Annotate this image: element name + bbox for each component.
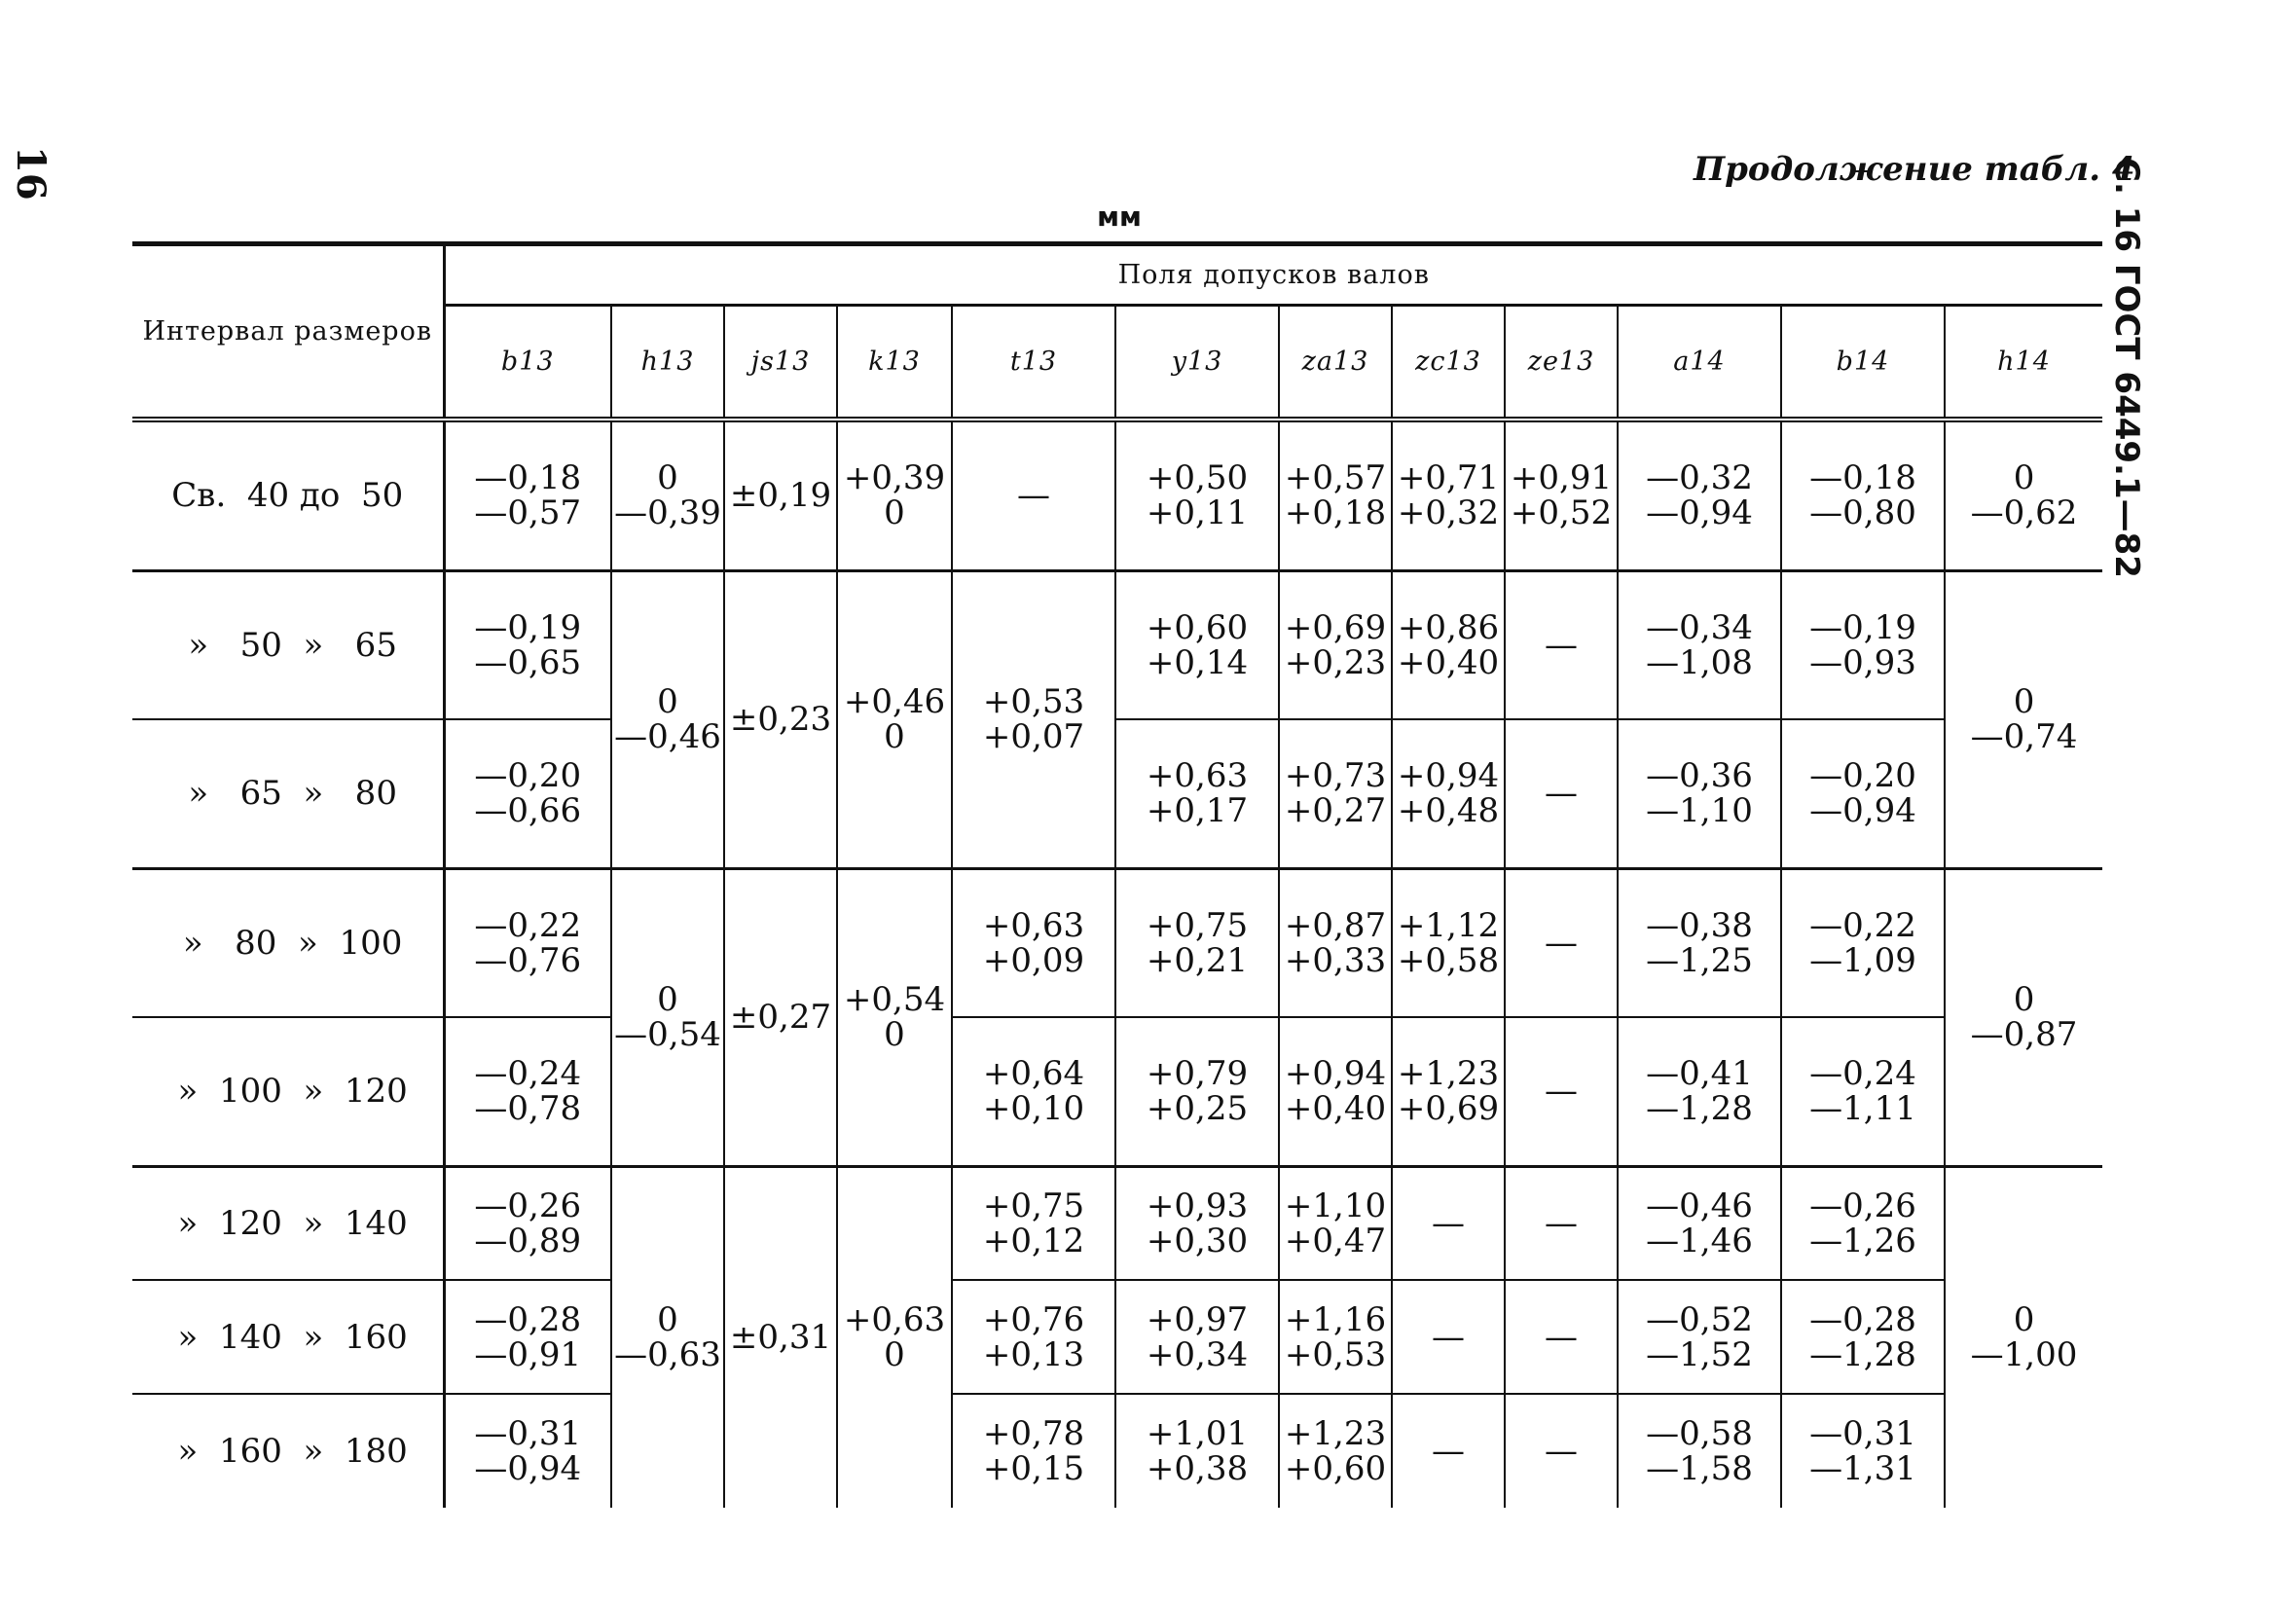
value-cell-zc13: +1,12 +0,58 xyxy=(1392,868,1505,1017)
table-row xyxy=(132,1017,2102,1166)
value-cell-b14: —0,20 —0,94 xyxy=(1781,719,1945,868)
value-cell-a14: —0,52 —1,52 xyxy=(1618,1280,1781,1394)
value-cell-b13: —0,28 —0,91 xyxy=(444,1280,611,1394)
table-header xyxy=(132,244,2102,420)
table-row xyxy=(132,1280,2102,1394)
value-cell-ze13: — xyxy=(1505,719,1618,868)
value-cell-ze13: — xyxy=(1505,1017,1618,1166)
col-header-a14: a14 xyxy=(1618,305,1781,417)
col-header-y13: y13 xyxy=(1115,305,1279,417)
table-row xyxy=(132,1394,2102,1508)
value-cell-t13: +0,63 +0,09 xyxy=(952,868,1115,1017)
value-cell-js13: ±0,19 xyxy=(724,420,837,570)
interval-cell: » 120 » 140 xyxy=(132,1166,444,1280)
value-cell-h13: 0 —0,39 xyxy=(611,420,724,570)
value-cell-b13: —0,19 —0,65 xyxy=(444,570,611,719)
value-cell-b13: —0,20 —0,66 xyxy=(444,719,611,868)
value-cell-y13: +0,79 +0,25 xyxy=(1115,1017,1279,1166)
col-header-js13: js13 xyxy=(724,305,837,417)
col-header-za13: za13 xyxy=(1279,305,1392,417)
value-cell-k13: +0,63 0 xyxy=(837,1166,952,1508)
interval-header: Интервал размеров xyxy=(132,244,444,418)
value-cell-t13: +0,64 +0,10 xyxy=(952,1017,1115,1166)
interval-cell: » 140 » 160 xyxy=(132,1280,444,1394)
tolerance-fields-header: Поля допусков валов xyxy=(444,244,2102,306)
value-cell-b13: —0,26 —0,89 xyxy=(444,1166,611,1280)
value-cell-zc13: — xyxy=(1392,1280,1505,1394)
col-header-zc13: zc13 xyxy=(1392,305,1505,417)
document-side-label: С. 16 ГОСТ 6449.1—82 xyxy=(2107,158,2146,578)
value-cell-y13: +1,01 +0,38 xyxy=(1115,1394,1279,1508)
value-cell-b14: —0,18 —0,80 xyxy=(1781,420,1945,570)
value-cell-t13: — xyxy=(952,420,1115,570)
value-cell-b14: —0,22 —1,09 xyxy=(1781,868,1945,1017)
col-header-ze13: ze13 xyxy=(1505,305,1618,417)
value-cell-zc13: — xyxy=(1392,1394,1505,1508)
value-cell-zc13: +0,71 +0,32 xyxy=(1392,420,1505,570)
interval-cell: » 100 » 120 xyxy=(132,1017,444,1166)
value-cell-ze13: — xyxy=(1505,1280,1618,1394)
value-cell-ze13: — xyxy=(1505,1394,1618,1508)
interval-cell: » 50 » 65 xyxy=(132,570,444,719)
value-cell-t13: +0,78 +0,15 xyxy=(952,1394,1115,1508)
value-cell-b14: —0,24 —1,11 xyxy=(1781,1017,1945,1166)
value-cell-k13: +0,46 0 xyxy=(837,570,952,868)
value-cell-ze13: — xyxy=(1505,1166,1618,1280)
value-cell-y13: +0,50 +0,11 xyxy=(1115,420,1279,570)
table-row xyxy=(132,1166,2102,1280)
value-cell-a14: —0,41 —1,28 xyxy=(1618,1017,1781,1166)
value-cell-b14: —0,31 —1,31 xyxy=(1781,1394,1945,1508)
value-cell-b13: —0,22 —0,76 xyxy=(444,868,611,1017)
value-cell-h13: 0 —0,54 xyxy=(611,868,724,1166)
value-cell-js13: ±0,31 xyxy=(724,1166,837,1508)
value-cell-za13: +0,87 +0,33 xyxy=(1279,868,1392,1017)
col-header-h13: h13 xyxy=(611,305,724,417)
value-cell-js13: ±0,23 xyxy=(724,570,837,868)
value-cell-a14: —0,32 —0,94 xyxy=(1618,420,1781,570)
value-cell-za13: +1,16 +0,53 xyxy=(1279,1280,1392,1394)
value-cell-a14: —0,34 —1,08 xyxy=(1618,570,1781,719)
value-cell-za13: +0,57 +0,18 xyxy=(1279,420,1392,570)
value-cell-b13: —0,18 —0,57 xyxy=(444,420,611,570)
value-cell-zc13: — xyxy=(1392,1166,1505,1280)
value-cell-y13: +0,63 +0,17 xyxy=(1115,719,1279,868)
table-continuation-title: Продолжение табл. 4 xyxy=(1694,150,2135,189)
value-cell-a14: —0,38 —1,25 xyxy=(1618,868,1781,1017)
value-cell-y13: +0,60 +0,14 xyxy=(1115,570,1279,719)
value-cell-a14: —0,36 —1,10 xyxy=(1618,719,1781,868)
col-header-b13: b13 xyxy=(444,305,611,417)
interval-cell: Св. 40 до 50 xyxy=(132,420,444,570)
value-cell-t13: +0,75 +0,12 xyxy=(952,1166,1115,1280)
value-cell-zc13: +1,23 +0,69 xyxy=(1392,1017,1505,1166)
value-cell-t13: +0,76 +0,13 xyxy=(952,1280,1115,1394)
value-cell-y13: +0,97 +0,34 xyxy=(1115,1280,1279,1394)
col-header-t13: t13 xyxy=(952,305,1115,417)
table-body xyxy=(132,420,2102,1508)
page-number: 16 xyxy=(8,146,54,201)
value-cell-ze13: — xyxy=(1505,868,1618,1017)
value-cell-zc13: +0,86 +0,40 xyxy=(1392,570,1505,719)
interval-cell: » 80 » 100 xyxy=(132,868,444,1017)
value-cell-za13: +0,69 +0,23 xyxy=(1279,570,1392,719)
units-label: мм xyxy=(1097,201,1142,233)
value-cell-h14: 0 —1,00 xyxy=(1970,1300,2078,1375)
value-cell-za13: +1,23 +0,60 xyxy=(1279,1394,1392,1508)
value-cell-b13: —0,31 —0,94 xyxy=(444,1394,611,1508)
value-cell-h13: 0 —0,46 xyxy=(611,570,724,868)
table-row xyxy=(132,868,2102,1017)
value-cell-a14: —0,46 —1,46 xyxy=(1618,1166,1781,1280)
table-row xyxy=(132,570,2102,719)
value-cell-b14: —0,28 —1,28 xyxy=(1781,1280,1945,1394)
value-cell-k13: +0,39 0 xyxy=(837,420,952,570)
value-cell-h14: 0 —0,87 xyxy=(1945,868,2102,1166)
table-row xyxy=(132,420,2102,570)
col-header-k13: k13 xyxy=(837,305,952,417)
value-cell-b14: —0,26 —1,26 xyxy=(1781,1166,1945,1280)
value-cell-zc13: +0,94 +0,48 xyxy=(1392,719,1505,868)
table-row xyxy=(132,719,2102,868)
value-cell-h14: 0 —0,74 xyxy=(1945,570,2102,868)
value-cell-b14: —0,19 —0,93 xyxy=(1781,570,1945,719)
interval-cell: » 160 » 180 xyxy=(132,1394,444,1508)
col-header-b14: b14 xyxy=(1781,305,1945,417)
value-cell-za13: +1,10 +0,47 xyxy=(1279,1166,1392,1280)
value-cell-h14: 0 —0,62 xyxy=(1945,420,2102,570)
value-cell-ze13: +0,91 +0,52 xyxy=(1505,420,1618,570)
value-cell-js13: ±0,27 xyxy=(724,868,837,1166)
value-cell-y13: +0,75 +0,21 xyxy=(1115,868,1279,1017)
value-cell-h13: 0 —0,63 xyxy=(611,1166,724,1508)
value-cell-za13: +0,73 +0,27 xyxy=(1279,719,1392,868)
value-cell-za13: +0,94 +0,40 xyxy=(1279,1017,1392,1166)
col-header-h14: h14 xyxy=(1997,346,2051,377)
value-cell-t13: +0,53 +0,07 xyxy=(952,570,1115,868)
value-cell-a14: —0,58 —1,58 xyxy=(1618,1394,1781,1508)
value-cell-ze13: — xyxy=(1505,570,1618,719)
value-cell-k13: +0,54 0 xyxy=(837,868,952,1166)
value-cell-b13: —0,24 —0,78 xyxy=(444,1017,611,1166)
value-cell-y13: +0,93 +0,30 xyxy=(1115,1166,1279,1280)
tolerance-table xyxy=(132,241,2102,1508)
interval-cell: » 65 » 80 xyxy=(132,719,444,868)
